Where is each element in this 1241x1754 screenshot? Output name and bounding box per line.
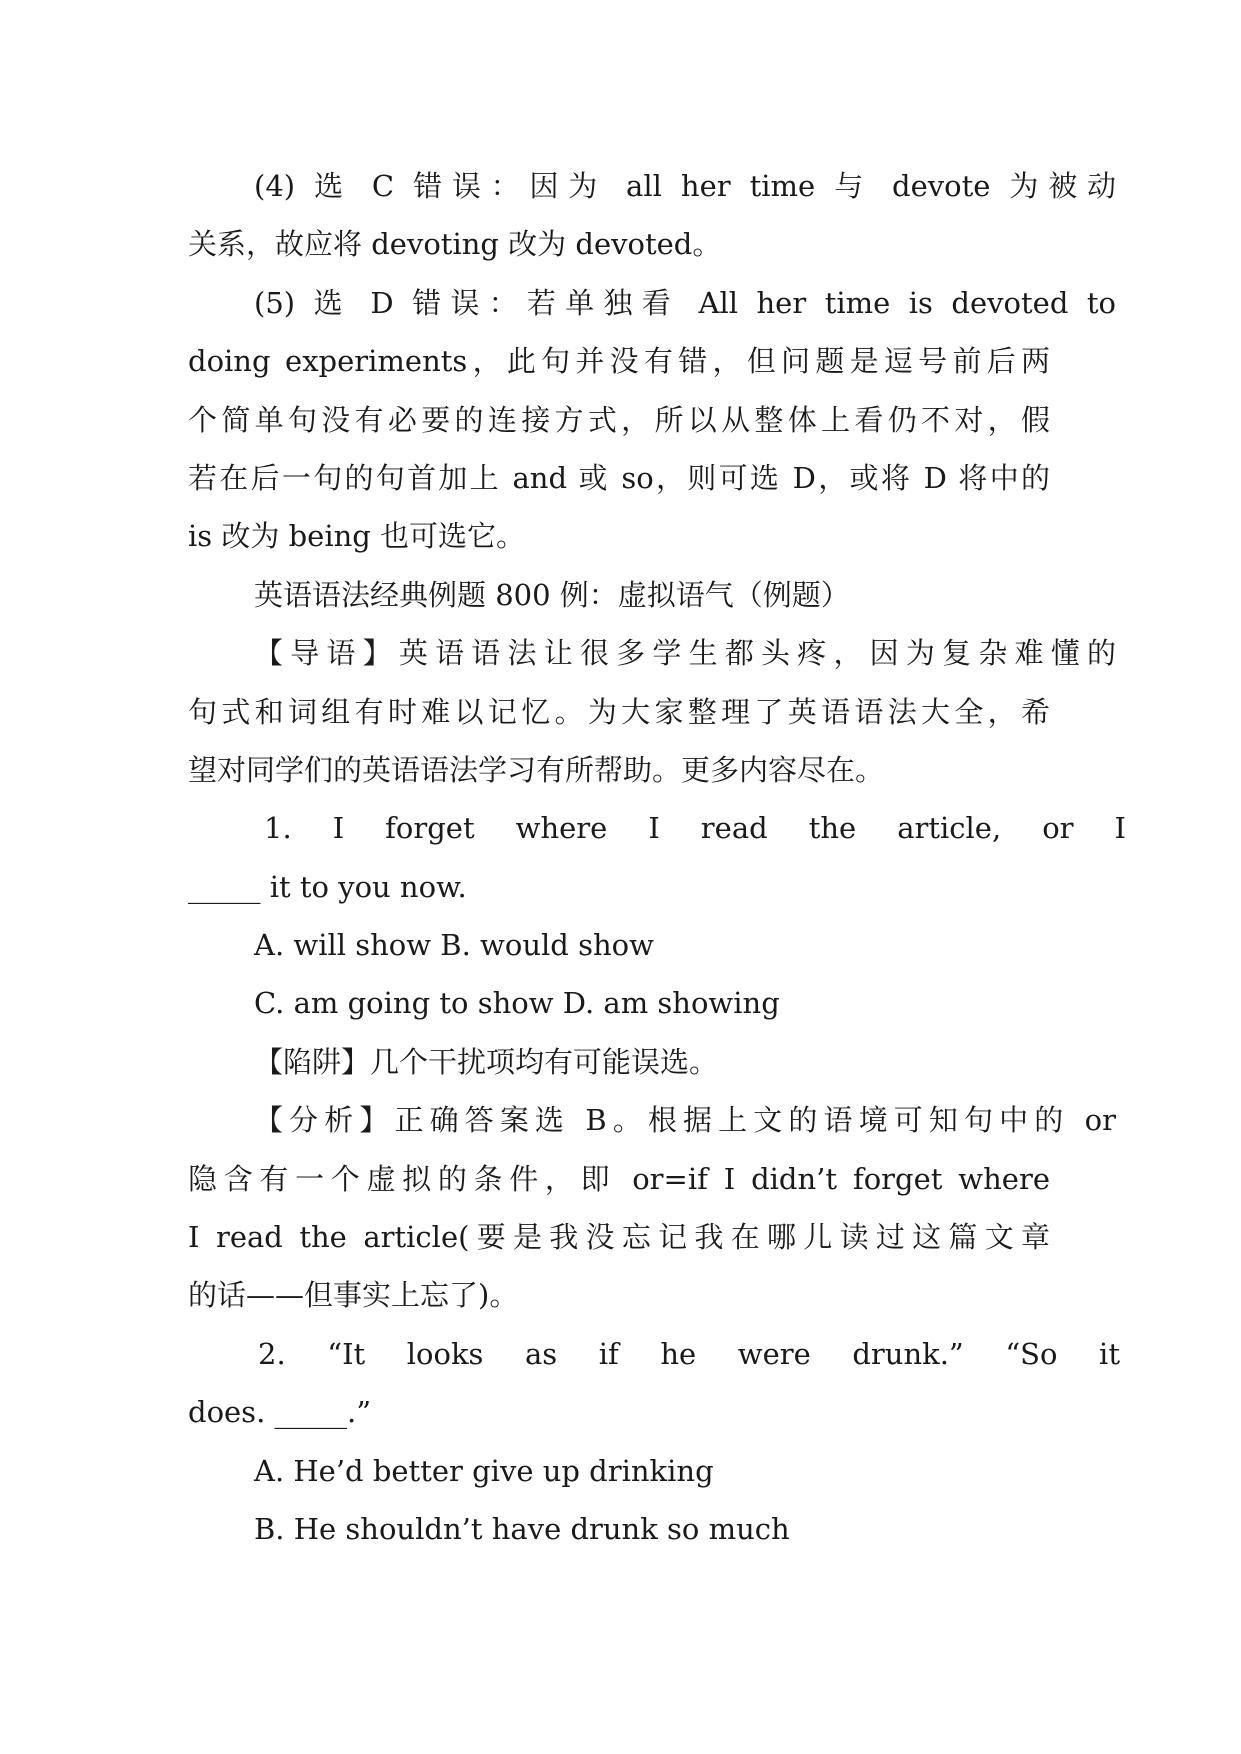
analysis-line: 的话——但事实上忘了)。 — [188, 1278, 519, 1313]
question-line: does. _____.” — [188, 1395, 372, 1430]
option-line: A. He’d better give up drinking — [254, 1453, 714, 1488]
analysis-line: 隐含有一个虚拟的条件，即 or=if I didn’t forget where — [188, 1161, 1050, 1196]
text-line: 个简单句没有必要的连接方式，所以从整体上看仍不对，假 — [188, 402, 1050, 437]
text-line: (4) 选 C 错误：因为 all her time 与 devote 为被动 — [254, 169, 1116, 203]
question-line: _____ it to you now. — [188, 869, 467, 904]
text-line: is 改为 being 也可选它。 — [188, 519, 526, 554]
analysis-line: I read the article(要是我没忘记我在哪儿读过这篇文章 — [188, 1220, 1050, 1255]
section-title: 英语语法经典例题 800 例：虚拟语气（例题） — [254, 577, 850, 612]
text-line: 【导语】英语语法让很多学生都头疼，因为复杂难懂的 — [254, 636, 1116, 671]
question-line: 1. I forget where I read the article, or I — [264, 811, 1126, 846]
option-line: A. will show B. would show — [254, 928, 654, 963]
option-line: C. am going to show D. am showing — [254, 986, 780, 1021]
text-line: 句式和词组有时难以记忆。为大家整理了英语语法大全，希 — [188, 694, 1050, 729]
option-line: B. He shouldn’t have drunk so much — [254, 1511, 790, 1546]
text-line: doing experiments，此句并没有错，但问题是逗号前后两 — [188, 344, 1050, 379]
trap-line: 【陷阱】几个干扰项均有可能误选。 — [254, 1044, 719, 1079]
analysis-line: 【分析】正确答案选 B。根据上文的语境可知句中的 or — [254, 1103, 1116, 1138]
text-line: 若在后一句的句首加上 and 或 so，则可选 D，或将 D 将中的 — [188, 460, 1050, 495]
text-line: 关系，故应将 devoting 改为 devoted。 — [188, 227, 722, 262]
document-body — [188, 157, 1126, 1558]
text-line: (5) 选 D 错误：若单独看 All her time is devoted to — [254, 285, 1116, 320]
text-line: 望对同学们的英语语法学习有所帮助。更多内容尽在。 — [188, 752, 885, 787]
question-line: 2. “It looks as if he were drunk.” “So it — [258, 1336, 1120, 1371]
